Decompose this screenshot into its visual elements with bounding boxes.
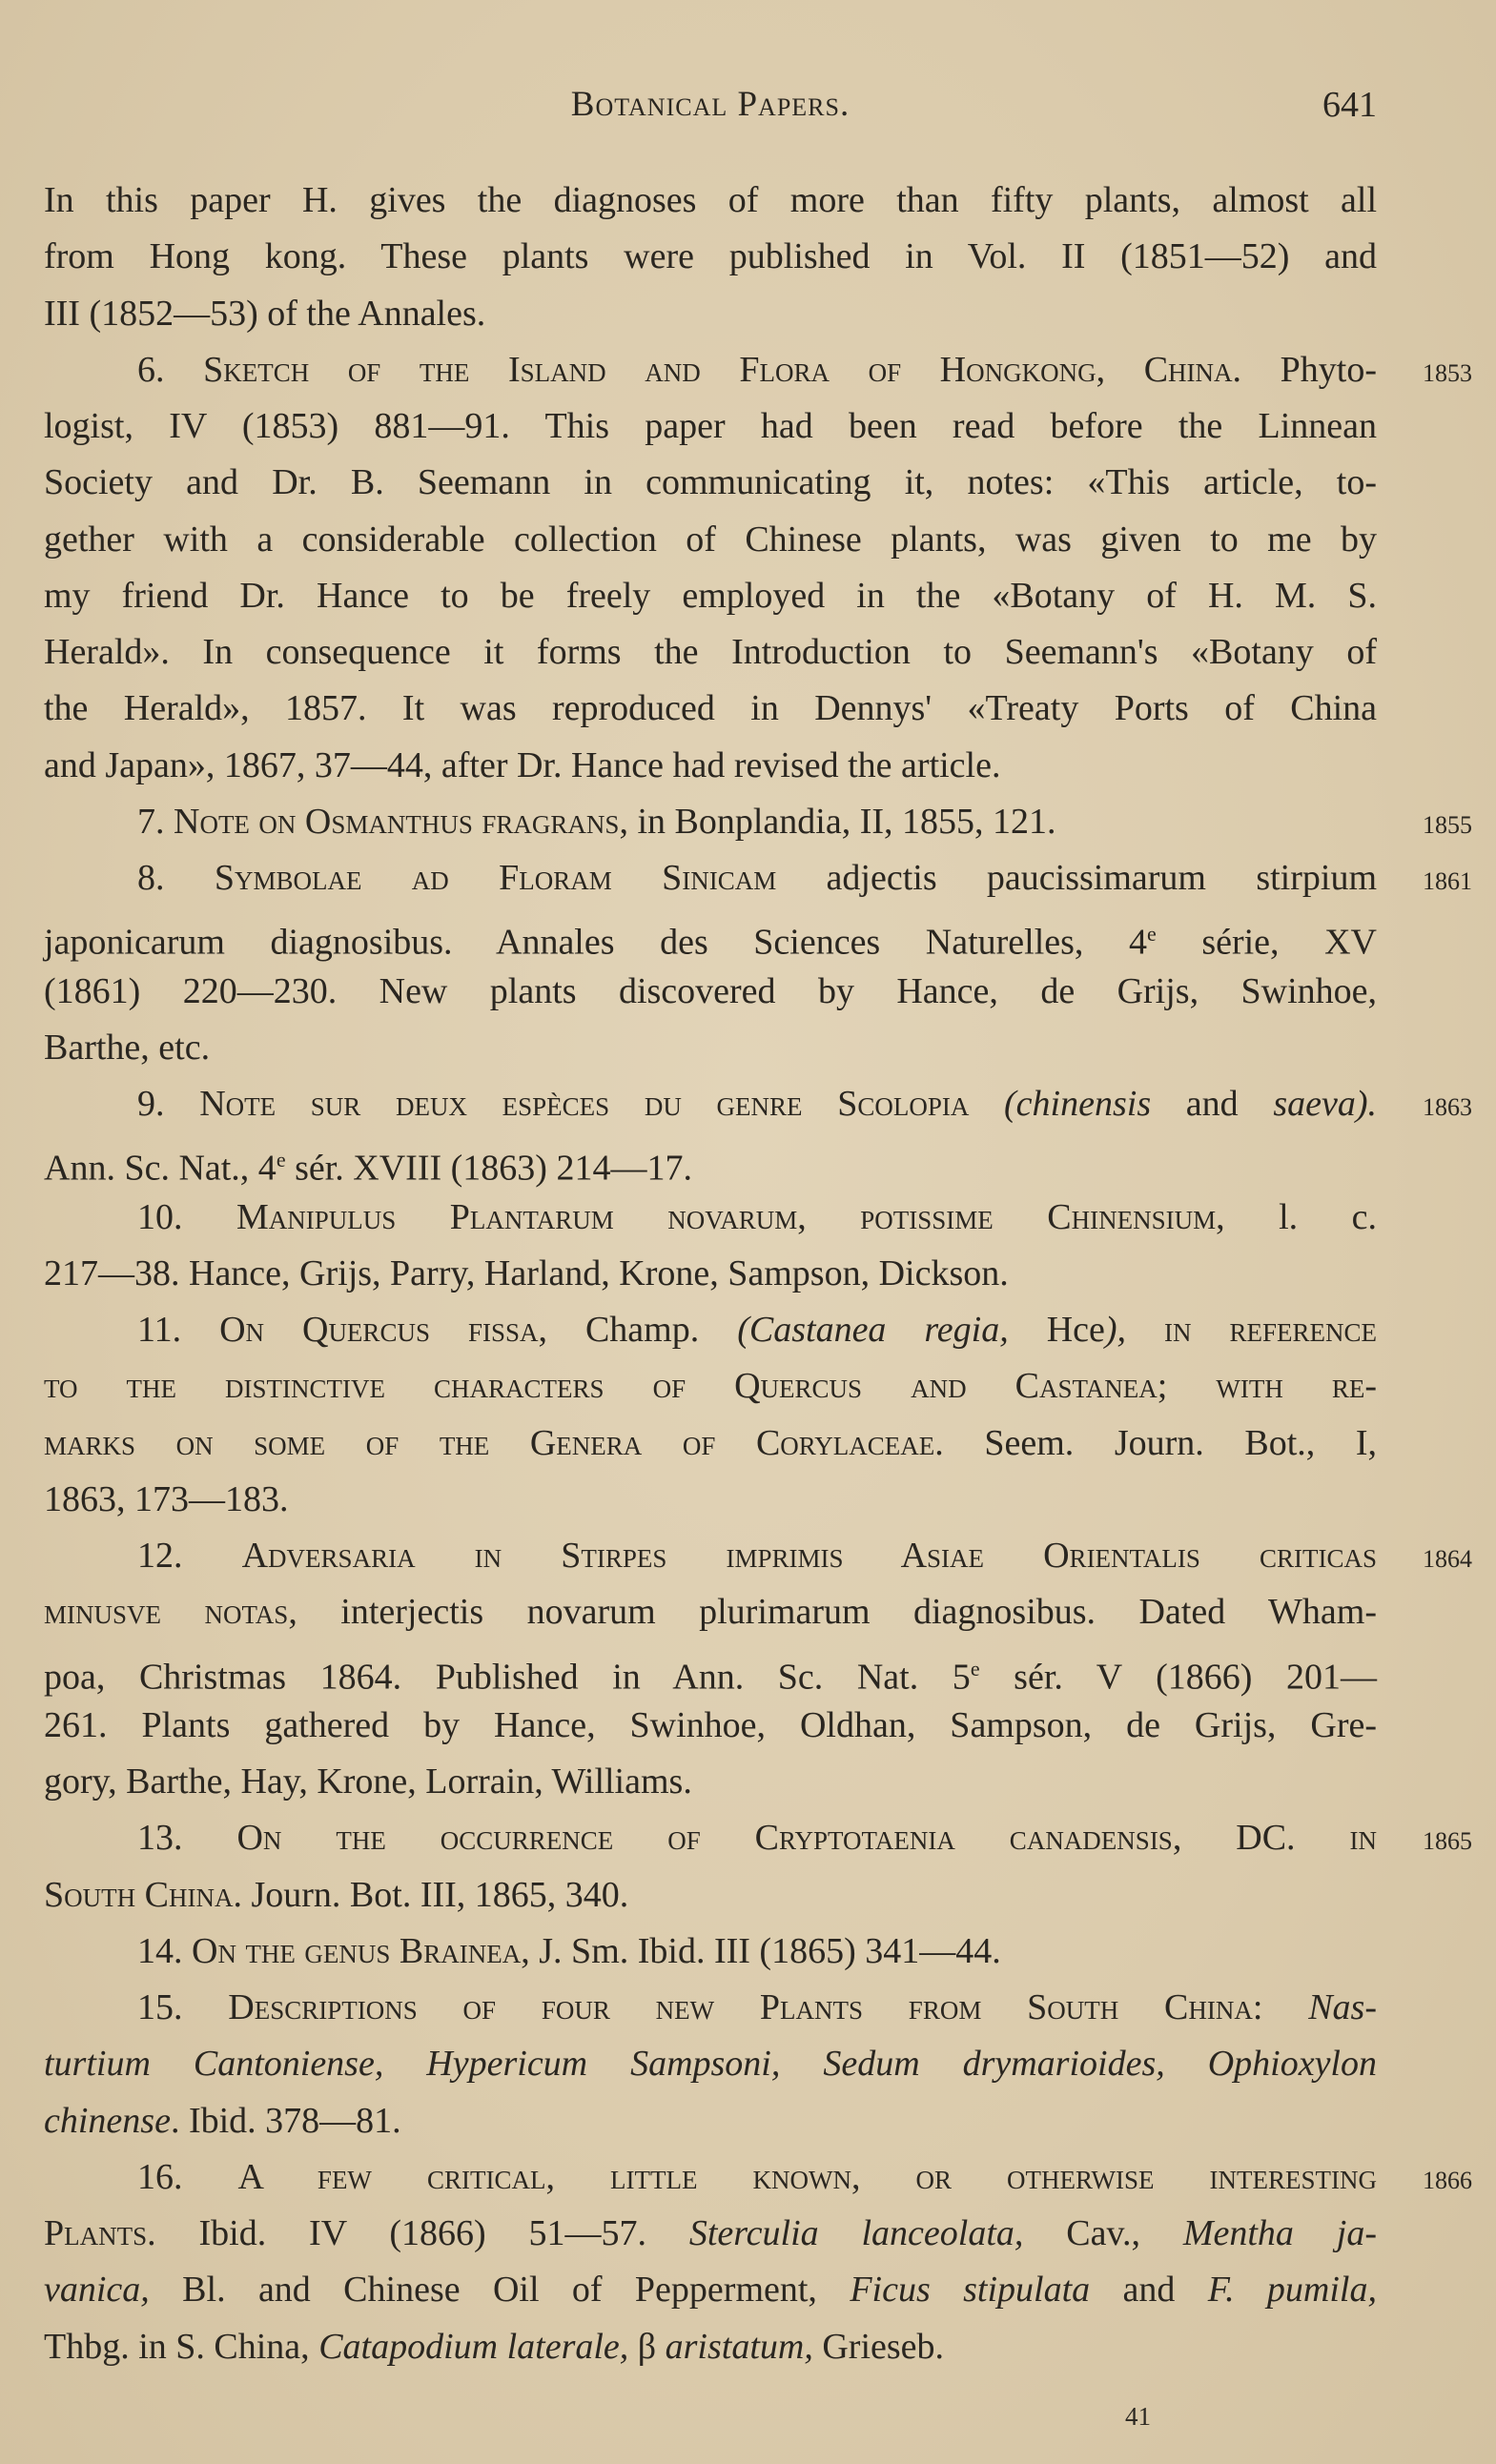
entry-15-heading: 15. Descriptions of four new Plants from South China: Nas-: [137, 1987, 1377, 2027]
margin-year: 1855: [1423, 810, 1472, 839]
text-line: minusve notas, interjectis novarum plurimarum diagnosibus. Dated Wham-: [44, 1592, 1377, 1633]
text-line: gory, Barthe, Hay, Krone, Lorrain, Williams.: [44, 1761, 692, 1802]
running-head-title: Botanical Papers.: [570, 85, 850, 124]
entry-title: Manipulus Plantarum novarum, potissime Chinensium: [236, 1196, 1217, 1237]
margin-year: 1863: [1423, 1093, 1472, 1121]
text-line: Ann. Sc. Nat., 4e sér. XVIII (1863) 214—17.: [44, 1148, 692, 1189]
entry-6-heading: 6. Sketch of the Island and Flora of Hongkong, China. Phyto- 1853: [44, 347, 1377, 403]
entry-16-heading: 16. A few critical, little known, or otherwise interesting 1866: [44, 2154, 1377, 2210]
text-line: and Japan», 1867, 37—44, after Dr. Hance had revised the article.: [44, 744, 1001, 785]
margin-year: 1853: [1423, 358, 1472, 387]
entry-title: Descriptions of four new Plants from South China: [228, 1987, 1253, 2027]
text-line: gether with a considerable collection of Chinese plants, was given to me by: [44, 519, 1377, 560]
entry-title: On the genus Brainea: [192, 1930, 522, 1971]
text-line: my friend Dr. Hance to be freely employed in the «Botany of H. M. S.: [44, 575, 1377, 616]
entry-9-heading: 9. Note sur deux espèces du genre Scolopia (chinensis and saeva). 1863: [44, 1081, 1377, 1137]
entry-13-heading: 13. On the occurrence of Cryptotaenia canadensis, DC. in 1865: [44, 1815, 1377, 1871]
text-line: marks on some of the Genera of Corylaceae. Seem. Journ. Bot., I,: [44, 1422, 1377, 1463]
text-line: 217—38. Hance, Grijs, Parry, Harland, Krone, Sampson, Dickson.: [44, 1252, 1009, 1293]
text-line: In this paper H. gives the diagnoses of more than fifty plants, almost all: [44, 180, 1377, 220]
margin-year: 1866: [1423, 2166, 1472, 2194]
body-text: [44, 177, 1472, 2380]
entry-12-heading: 12. Adversaria in Stirpes imprimis Asiae Orientalis criticas 1864: [44, 1533, 1377, 1589]
text-line: Herald». In consequence it forms the Introduction to Seemann's «Botany of: [44, 632, 1377, 672]
text-line: to the distinctive characters of Quercus and Castanea; with re-: [44, 1366, 1377, 1407]
entry-title: Note on Osmanthus fragrans: [174, 801, 620, 842]
entry-8-heading: 8. Symbolae ad Floram Sinicam adjectis paucissimarum stirpium 1861: [44, 855, 1377, 911]
text-line: III (1852—53) of the Annales.: [44, 293, 486, 334]
text-line: Society and Dr. B. Seemann in communicating it, notes: «This article, to-: [44, 462, 1377, 503]
text-line: (1861) 220—230. New plants discovered by Hance, de Grijs, Swinhoe,: [44, 970, 1377, 1011]
text-line: chinense. Ibid. 378—81.: [44, 2100, 401, 2141]
running-head: [44, 84, 1377, 137]
entry-10-heading: 10. Manipulus Plantarum novarum, potissime Chinensium, l. c.: [137, 1196, 1378, 1237]
entry-title: Note sur deux espèces du genre Scolopia: [199, 1084, 970, 1124]
text-line: turtium Cantoniense, Hypericum Sampsoni, Sedum drymarioides, Ophioxylon: [44, 2044, 1377, 2085]
page-number: 641: [1322, 85, 1377, 125]
text-line: logist, IV (1853) 881—91. This paper had been read before the Linnean: [44, 406, 1377, 446]
entry-14-heading: 14. On the genus Brainea, J. Sm. Ibid. III (1865) 341—44.: [137, 1930, 1001, 1971]
text-line: Barthe, etc.: [44, 1027, 211, 1068]
text-line: 1863, 173—183.: [44, 1478, 289, 1519]
signature-mark: 41: [1125, 2402, 1151, 2431]
text-line: South China. Journ. Bot. III, 1865, 340.: [44, 1874, 629, 1915]
text-line: from Hong kong. These plants were published in Vol. II (1851—52) and: [44, 236, 1377, 277]
entry-title: Adversaria in Stirpes imprimis Asiae Orientalis criticas: [241, 1536, 1377, 1576]
margin-year: 1864: [1423, 1545, 1472, 1573]
entry-title: Symbolae ad Floram Sinicam: [214, 858, 777, 898]
text-line: 261. Plants gathered by Hance, Swinhoe, Oldhan, Sampson, de Grijs, Gre-: [44, 1704, 1377, 1745]
entry-11-heading: 11. On Quercus fissa, Champ. (Castanea regia, Hce), in reference: [137, 1310, 1377, 1350]
text-line: vanica, Bl. and Chinese Oil of Pepperment, Ficus stipulata and F. pumila,: [44, 2270, 1377, 2311]
entry-title: A few critical, little known, or otherwise interesting: [237, 2156, 1378, 2197]
text-line: japonicarum diagnosibus. Annales des Sciences Naturelles, 4e série, XV: [44, 922, 1377, 963]
margin-year: 1861: [1423, 867, 1472, 895]
text-line: Thbg. in S. China, Catapodium laterale, β aristatum, Grieseb.: [44, 2326, 945, 2367]
margin-year: 1865: [1423, 1827, 1472, 1856]
text-line: the Herald», 1857. It was reproduced in Dennys' «Treaty Ports of China: [44, 688, 1377, 729]
entry-title: On the occurrence of Cryptotaenia canadensis: [236, 1818, 1173, 1859]
entry-title: Sketch of the Island and Flora of Hongkong, China: [203, 349, 1233, 390]
entry-title: On Quercus fissa: [219, 1310, 539, 1350]
text-line: poa, Christmas 1864. Published in Ann. Sc. Nat. 5e sér. V (1866) 201—: [44, 1656, 1377, 1698]
entry-7-heading: 7. Note on Osmanthus fragrans, in Bonplandia, II, 1855, 121. 1855: [44, 799, 1377, 855]
text-line: Plants. Ibid. IV (1866) 51—57. Sterculia lanceolata, Cav., Mentha ja-: [44, 2213, 1377, 2253]
